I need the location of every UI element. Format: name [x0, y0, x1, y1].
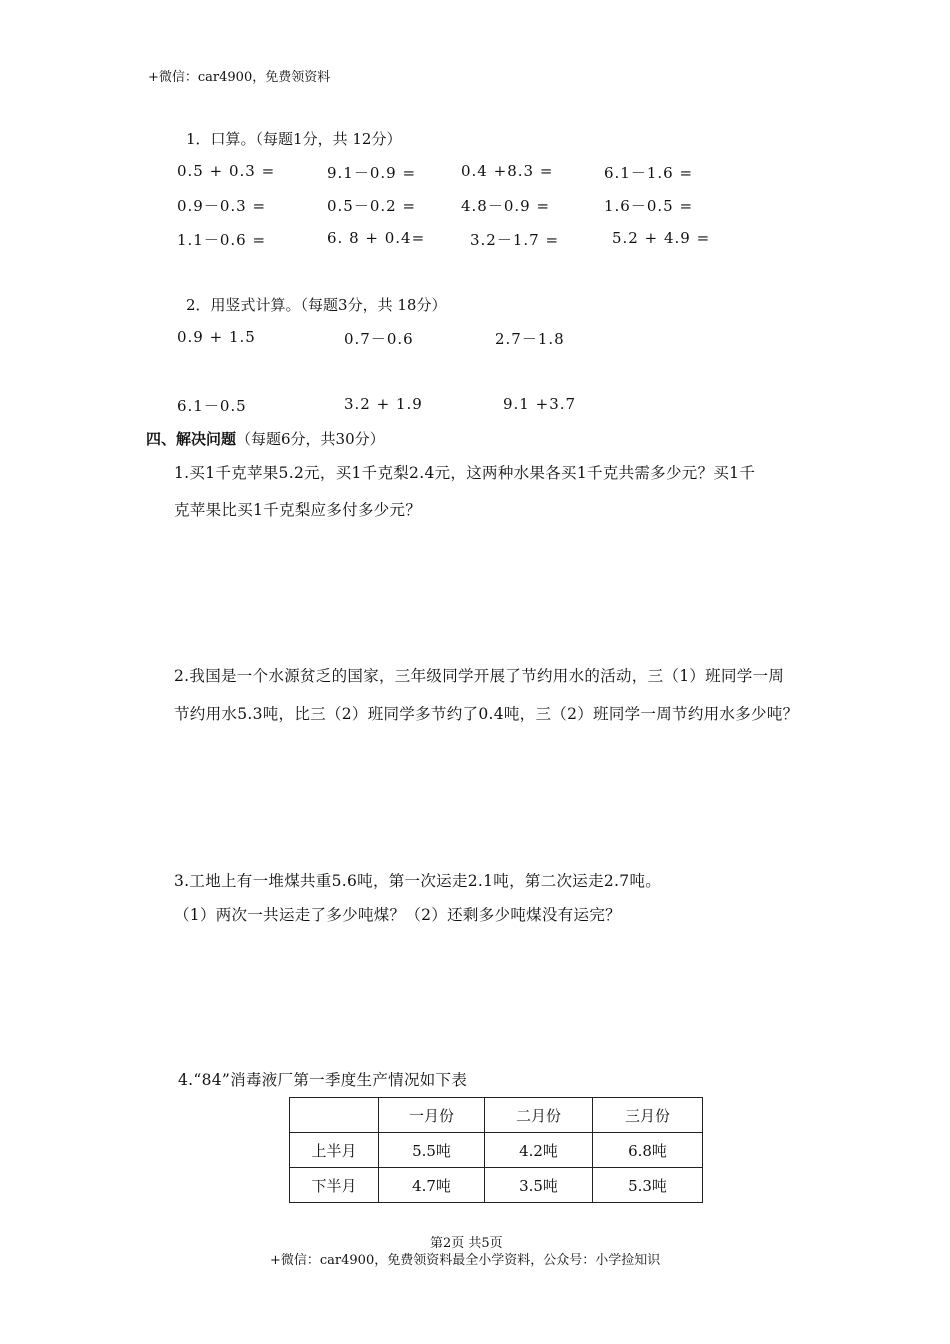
table-cell: 5.3吨	[593, 1168, 703, 1203]
table-cell: 6.8吨	[593, 1133, 703, 1168]
calc-item: 6.1－0.5	[177, 397, 247, 415]
calc-item: 0.4 +8.3 =	[461, 162, 554, 180]
calc-item: 9.1 +3.7	[503, 395, 577, 413]
table-cell: 3.5吨	[485, 1168, 593, 1203]
problem2-line2: 节约用水5.3吨，比三（2）班同学多节约了0.4吨，三（2）班同学一周节约用水多少吨？	[174, 705, 799, 723]
q2-title: 2．用竖式计算。（每题3分，共 18分）	[186, 296, 447, 314]
calc-item: 3.2 + 1.9	[344, 395, 423, 413]
table-header-row	[290, 1098, 703, 1133]
calc-item: 4.8－0.9 =	[461, 197, 551, 215]
problem4-intro: 4.“84”消毒液厂第一季度生产情况如下表	[178, 1071, 468, 1089]
calc-item: 2.7－1.8	[495, 330, 565, 348]
calc-item: 0.5－0.2 =	[327, 197, 417, 215]
production-table	[289, 1097, 703, 1203]
problem1-line1: 1.买1千克苹果5.2元，买1千克梨2.4元，这两种水果各买1千克共需多少元？买1千	[174, 464, 756, 482]
calc-item: 9.1－0.9 =	[327, 164, 417, 182]
table-row-label: 下半月	[290, 1168, 379, 1203]
calc-item: 1.6－0.5 =	[604, 197, 694, 215]
problem3-line1: 3.工地上有一堆煤共重5.6吨，第一次运走2.1吨，第二次运走2.7吨。	[174, 872, 662, 890]
table-header-cell: 二月份	[485, 1098, 593, 1133]
section4-subtitle: （每题6分，共30分）	[236, 430, 385, 448]
calc-item: 6.1－1.6 =	[604, 164, 694, 182]
section4-heading	[146, 428, 385, 449]
section4-title: 四、解决问题	[146, 430, 237, 448]
calc-item: 0.9 + 1.5	[177, 328, 256, 346]
problem2-line1: 2.我国是一个水源贫乏的国家，三年级同学开展了节约用水的活动，三（1）班同学一周	[174, 667, 785, 685]
calc-item: 6. 8 + 0.4=	[327, 229, 426, 247]
table-cell: 4.7吨	[379, 1168, 485, 1203]
calc-item: 0.9－0.3 =	[177, 197, 267, 215]
table-header-cell: 三月份	[593, 1098, 703, 1133]
footer-note: +微信：car4900，免费领资料最全小学资料，公众号：小学捡知识	[270, 1253, 661, 1268]
table-row	[290, 1133, 703, 1168]
problem3-line2: （1）两次一共运走了多少吨煤？（2）还剩多少吨煤没有运完？	[174, 906, 621, 924]
header-note: +微信：car4900，免费领资料	[148, 70, 331, 85]
calc-item: 3.2－1.7 =	[470, 231, 560, 249]
table-cell: 4.2吨	[485, 1133, 593, 1168]
table-header-cell: 一月份	[379, 1098, 485, 1133]
table-cell	[290, 1098, 379, 1133]
table-row-label: 上半月	[290, 1133, 379, 1168]
page-number: 第2页 共5页	[430, 1236, 503, 1251]
q1-title: 1．口算。（每题1分，共 12分）	[186, 130, 402, 148]
calc-item: 5.2 + 4.9 =	[612, 229, 711, 247]
table-row	[290, 1168, 703, 1203]
calc-item: 1.1－0.6 =	[177, 231, 267, 249]
calc-item: 0.7－0.6	[344, 330, 414, 348]
problem1-line2: 克苹果比买1千克梨应多付多少元？	[174, 501, 422, 519]
table-cell: 5.5吨	[379, 1133, 485, 1168]
calc-item: 0.5 + 0.3 =	[177, 162, 276, 180]
